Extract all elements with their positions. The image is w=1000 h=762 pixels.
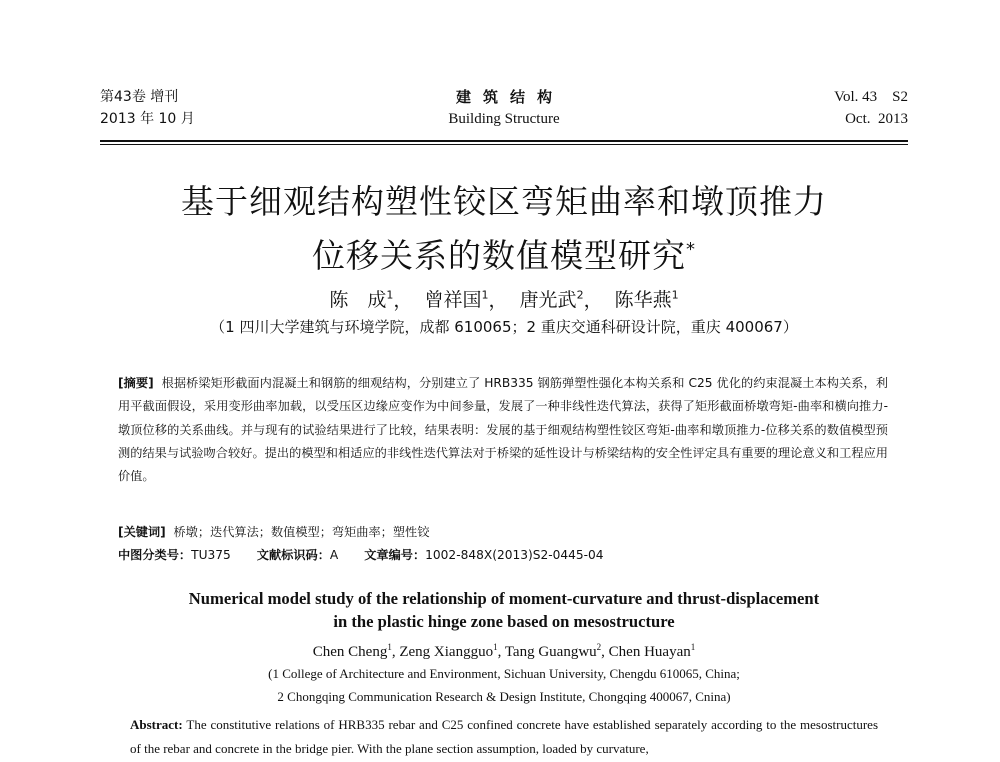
author-en-3 xyxy=(505,644,601,660)
title-footnote-star: * xyxy=(686,239,696,260)
author-en-affil-mark: 1 xyxy=(690,642,696,652)
header-vol-en: Vol. 43 S2 xyxy=(834,89,908,105)
article-no-label: 文章编号： xyxy=(364,548,426,562)
author-en-4 xyxy=(609,644,696,660)
affiliations-en xyxy=(100,662,908,708)
title-en-line2: in the plastic hinge zone based on mesostructure xyxy=(333,612,675,631)
author-en-affil-mark: 1 xyxy=(387,642,392,652)
author-cn-name: 唐光武 xyxy=(519,289,577,312)
header-date-en: Oct. 2013 xyxy=(845,111,908,127)
journal-name-en: Building Structure xyxy=(448,111,560,127)
header-journal-name xyxy=(100,86,908,130)
doc-code-value: A xyxy=(329,548,339,562)
header-volume-en xyxy=(834,86,908,130)
author-en-name: Zeng Xiangguo xyxy=(399,644,494,660)
classification-line xyxy=(118,544,888,566)
author-cn-affil-mark: 1 xyxy=(481,289,489,302)
header-rule-thin xyxy=(100,144,908,145)
authors-cn: 陈 成$^1$， 曾祥国$^1$， 唐光武$^2$， 陈华燕$^1$ xyxy=(329,289,679,312)
title-cn-line1: 基于细观结构塑性铰区弯矩曲率和墩顶推力 xyxy=(181,182,827,221)
author-en-affil-mark: 2 xyxy=(596,642,602,652)
author-cn-2 xyxy=(424,289,488,311)
abstract-en-label: Abstract: xyxy=(130,717,183,732)
abstract-cn xyxy=(118,372,888,488)
authors-en: Chen Cheng$^1$, Zeng Xiangguo$^1$, Tang Guangwu$^2$, Chen Huayan$^1$ xyxy=(312,642,696,660)
author-en-1 xyxy=(313,644,392,660)
header-rule-thick xyxy=(100,140,908,142)
keywords-cn-text: 桥墩；迭代算法；数值模型；弯矩曲率；塑性铰 xyxy=(173,525,430,539)
keywords-cn xyxy=(118,521,888,543)
article-no-value: 1002-848X(2013)S2-0445-04 xyxy=(425,548,604,562)
journal-header xyxy=(100,86,908,138)
title-cn-line2-text: 位移关系的数值模型研究 xyxy=(312,236,686,275)
journal-name-cn: 建筑结构 xyxy=(455,88,564,106)
keywords-cn-label: [关键词] xyxy=(118,525,166,539)
paper-title-cn xyxy=(100,178,908,280)
author-en-name: Chen Huayan xyxy=(608,644,691,660)
author-cn-4 xyxy=(615,289,679,311)
clc-label: 中图分类号： xyxy=(118,548,192,562)
header-date-cn: 2013 年 10 月 xyxy=(100,111,195,127)
author-en-affil-mark: 1 xyxy=(493,642,498,652)
author-en-2 xyxy=(399,644,497,660)
affil-en-line2: 2 Chongqing Communication Research & Design Institute, Chongqing 400067, Cnina) xyxy=(277,689,731,704)
paper-title-en xyxy=(100,587,908,633)
abstract-cn-text: 根据桥梁矩形截面内混凝土和钢筋的细观结构，分别建立了 HRB335 钢筋弹塑性强化本构关系和 C25 优化的约束混凝土本构关系，利用平截面假设，采用变形曲率加载，以受压区边缘应变作为中间参量，发展了一种非线性迭代算法，获得了矩形截面桥墩弯矩-曲率和横向推力-墩顶位移的关系曲线。并与现有的试验结果进行了比较，结果表明：发展的基于细观结构塑性铰区弯矩-曲率和墩顶推力-位移关系的数值模型预测的结果与试验吻合较好。提出的模型和相适应的非线性迭代算法对于桥梁的延性设计与桥梁结构的安全性评定具有重要的理论意义和工程应用价值。 xyxy=(118,376,888,484)
abstract-en xyxy=(130,713,878,761)
author-cn-name: 曾祥国 xyxy=(424,289,482,312)
abstract-cn-label: [摘要] xyxy=(118,376,154,390)
clc-value: TU375 xyxy=(191,548,231,562)
author-en-name: Chen Cheng xyxy=(312,644,388,660)
title-en-line1: Numerical model study of the relationship of moment-curvature and thrust-displacement xyxy=(188,589,820,608)
header-volume-cn: 第43卷 增刊 xyxy=(100,89,179,105)
author-cn-affil-mark: 2 xyxy=(576,289,584,302)
author-cn-name: 陈华燕 xyxy=(614,289,672,312)
title-cn-line2 xyxy=(100,226,908,280)
author-cn-affil-mark: 1 xyxy=(386,289,394,302)
author-cn-3 xyxy=(520,289,584,311)
abstract-en-text: The constitutive relations of HRB335 rebar and C25 confined concrete have established separately according to the mesostructures of the rebar and concrete in the bridge pier. With the plane section assumption, loaded by curvature, xyxy=(130,717,879,756)
author-cn-1 xyxy=(329,289,393,311)
author-cn-affil-mark: 1 xyxy=(671,289,679,302)
doc-code-label: 文献标识码： xyxy=(256,548,330,562)
affil-en-line1: (1 College of Architecture and Environment, Sichuan University, Chengdu 610065, China; xyxy=(268,666,740,681)
author-en-name: Tang Guangwu xyxy=(504,644,597,660)
author-cn-name: 陈 成 xyxy=(329,289,387,312)
affiliations-cn: （1 四川大学建筑与环境学院，成都 610065；2 重庆交通科研设计院，重庆 400067） xyxy=(210,318,798,336)
